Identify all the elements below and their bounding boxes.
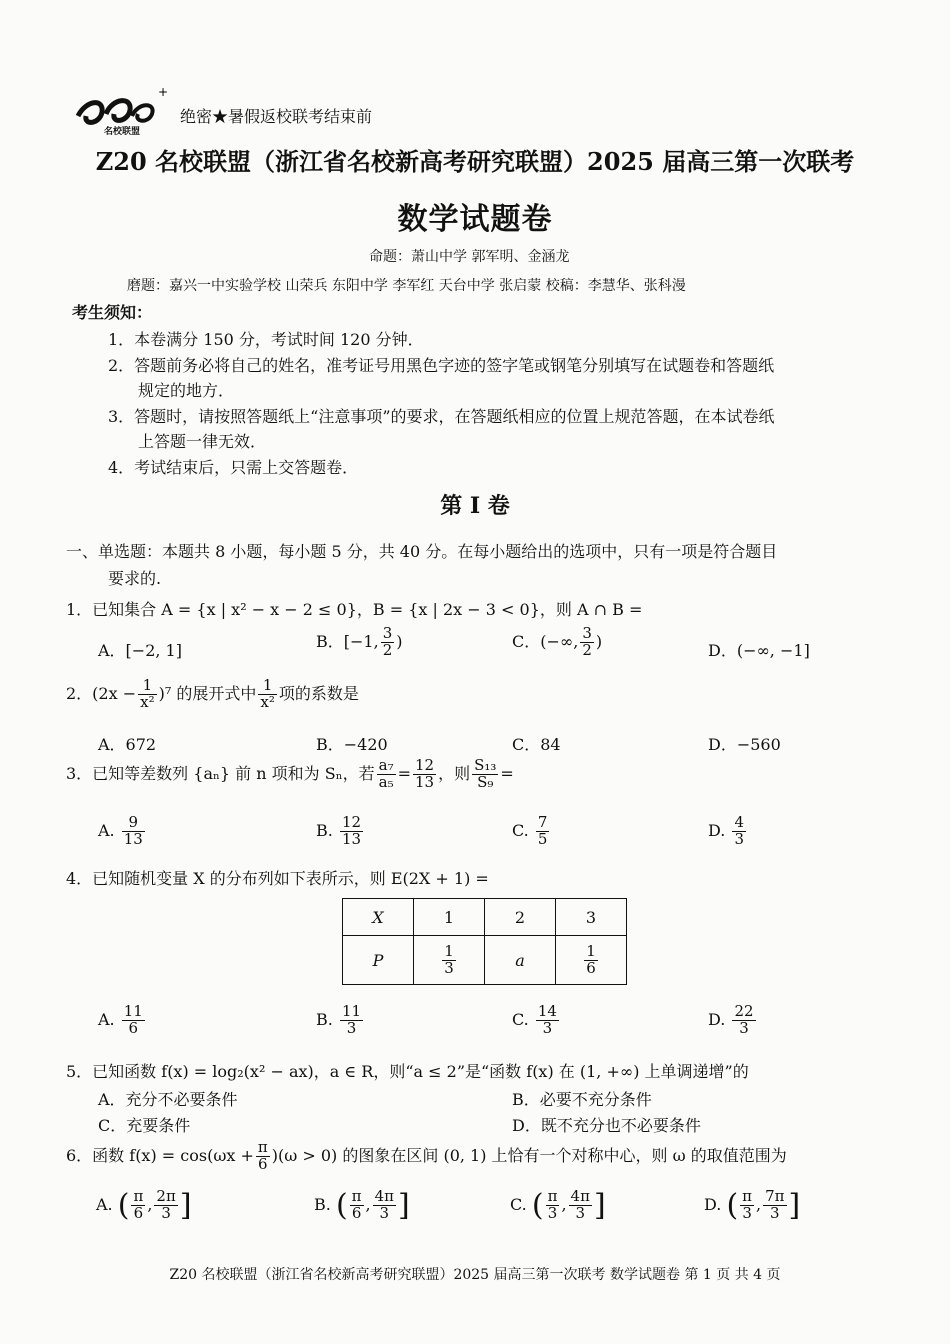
question-3-stem: 3．已知等差数列 {aₙ} 前 n 项和为 Sₙ，若 $\frac{\text{a₇}}{\text{a₅}}$ = $\frac{12}{13}$ ，则 $\frac{\text{S₁₃}}{\text{S₉}}$ = — [66, 756, 514, 791]
distribution-table — [342, 898, 627, 985]
notice-item: 1．本卷满分 150 分，考试时间 120 分钟． — [108, 330, 424, 349]
proposition-credits: 命题：萧山中学 郭军明、金涵龙 — [369, 249, 570, 265]
table-header-p: P — [343, 936, 414, 985]
q4-option-c: C. $\frac{14}{3}$ — [512, 1002, 557, 1037]
q1-option-a: A．[−2, 1] — [98, 641, 182, 660]
q4-option-d: D. $\frac{22}{3}$ — [708, 1002, 754, 1037]
table-cell: 3 — [556, 899, 627, 936]
question-6-stem: 6．函数 f(x) = cos(ωx + $\frac{\pi}{6}$ )(ω > 0) 的图象在区间 (0, 1) 上恰有一个对称中心，则 ω 的取值范围为 — [66, 1138, 787, 1173]
q1-option-b: B．[−1, $\frac{3}{2}$ ) — [316, 624, 403, 659]
table-cell: $\frac{1}{3}$ — [414, 936, 485, 985]
q6-option-a: A. ( $\frac{\pi}{6}$ , $\frac{2\pi}{3}$ ] — [96, 1187, 192, 1223]
section-instructions-cont: 要求的. — [108, 569, 162, 588]
z20-logo — [72, 86, 168, 142]
q6-option-c: C. ( $\frac{\pi}{3}$ , $\frac{4\pi}{3}$ ] — [510, 1187, 606, 1223]
q2-option-c: C．84 — [512, 735, 561, 754]
q2-option-b: B．−420 — [316, 735, 388, 754]
notice-heading: 考生须知： — [72, 303, 153, 322]
notice-item: 3．答题时，请按照答题纸上“注意事项”的要求，在答题纸相应的位置上规范答题，在本试卷纸 — [108, 407, 775, 426]
question-1-stem: 1．已知集合 A = {x | x² − x − 2 ≤ 0}，B = {x | 2x − 3 < 0}，则 A ∩ B = — [66, 600, 643, 619]
q4-option-a: A. $\frac{11}{6}$ — [98, 1002, 143, 1037]
q4-option-b: B. $\frac{11}{3}$ — [316, 1002, 362, 1037]
q5-option-b: B．必要不充分条件 — [512, 1090, 652, 1109]
subject-title: 数学试题卷 — [397, 202, 553, 237]
q3-option-a: A. $\frac{9}{13}$ — [98, 813, 143, 848]
page-footer: Z20 名校联盟（浙江省名校新高考研究联盟）2025 届高三第一次联考 数学试题卷 第 1 页 共 4 页 — [169, 1267, 781, 1283]
table-cell: $\frac{1}{6}$ — [556, 936, 627, 985]
q3-option-c: C. $\frac{7}{5}$ — [512, 813, 548, 848]
table-cell: a — [485, 936, 556, 985]
part-title: 第 I 卷 — [440, 493, 510, 519]
review-credits: 磨题：嘉兴一中实验学校 山荣兵 东阳中学 李军红 天台中学 张启蒙 校稿：李慧华、张科漫 — [127, 278, 686, 294]
notice-item: 规定的地方． — [138, 381, 235, 400]
q5-option-c: C．充要条件 — [98, 1116, 191, 1135]
table-cell: 1 — [414, 899, 485, 936]
notice-item: 4．考试结束后，只需上交答题卷． — [108, 458, 359, 477]
q2-option-d: D．−560 — [708, 735, 781, 754]
question-4-stem: 4．已知随机变量 X 的分布列如下表所示，则 E(2X + 1) = — [66, 869, 489, 888]
notice-item: 上答题一律无效． — [138, 432, 267, 451]
table-cell: 2 — [485, 899, 556, 936]
notice-item: 2．答题前务必将自己的姓名，准考证号用黑色字迹的签字笔或钢笔分别填写在试题卷和答题纸 — [108, 356, 775, 375]
q1-option-d: D．(−∞, −1] — [708, 641, 810, 660]
q6-option-b: B. ( $\frac{\pi}{6}$ , $\frac{4\pi}{3}$ ] — [314, 1187, 410, 1223]
question-2-stem: 2．(2x − $\frac{1}{\text{x²}}$ )⁷ 的展开式中 $\frac{1}{\text{x²}}$ 项的系数是 — [66, 676, 359, 711]
q1-option-c: C．(−∞, $\frac{3}{2}$ ) — [512, 624, 603, 659]
q3-option-b: B. $\frac{12}{13}$ — [316, 813, 362, 848]
q3-option-d: D. $\frac{4}{3}$ — [708, 813, 744, 848]
table-header-x: X — [343, 899, 414, 936]
q5-option-d: D．既不充分也不必要条件 — [512, 1116, 701, 1135]
section-instructions: 一、单选题：本题共 8 小题，每小题 5 分，共 40 分。在每小题给出的选项中，只有一项是符合题目 — [66, 542, 778, 561]
q5-option-a: A．充分不必要条件 — [98, 1090, 238, 1109]
svg-text:+: + — [158, 86, 168, 99]
question-5-stem: 5．已知函数 f(x) = log₂(x² − ax)，a ∈ R，则“a ≤ 2”是“函数 f(x) 在 (1, +∞) 上单调递增”的 — [66, 1062, 749, 1081]
exam-title: Z20 名校联盟（浙江省名校新高考研究联盟）2025 届高三第一次联考 — [95, 147, 855, 176]
confidential-label: 绝密★暑假返校联考结束前 — [180, 107, 373, 126]
q6-option-d: D. ( $\frac{\pi}{3}$ , $\frac{7\pi}{3}$ ] — [704, 1187, 801, 1223]
q2-option-a: A．672 — [98, 735, 157, 754]
logo-caption: 名校联盟 — [104, 127, 141, 137]
